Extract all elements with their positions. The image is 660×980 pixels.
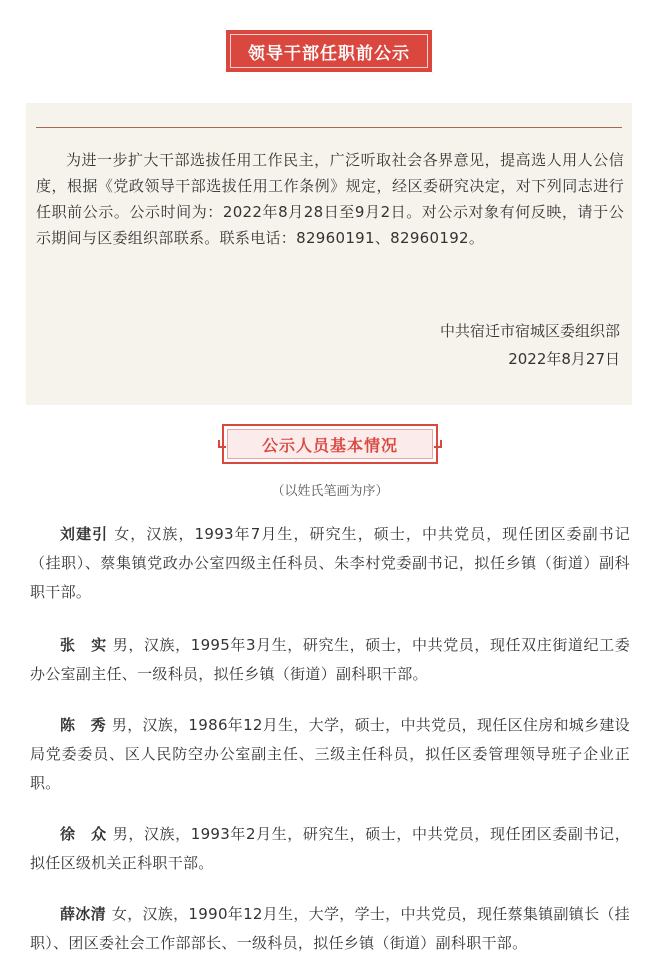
- person-name: 张 实: [60, 636, 107, 654]
- page-title: 领导干部任职前公示: [230, 34, 428, 68]
- person-details: 男，汉族，1986年12月生，大学，硕士，中共党员，现任区住房和城乡建设局党委委员、区人民防空办公室副主任、三级主任科员，拟任区委管理领导班子企业正职。: [30, 716, 630, 792]
- person-entry: [30, 820, 630, 878]
- person-entry: [30, 631, 630, 689]
- corner-ornament: [218, 440, 226, 448]
- issuer: 中共宿迁市宿城区委组织部: [439, 322, 620, 340]
- notice-body: 为进一步扩大干部选拔任用工作民主，广泛听取社会各界意见，提高选人用人公信度，根据《党政领导干部选拔任用工作条例》规定，经区委研究决定，对下列同志进行任职前公示。公示时间为：2022年8月28日至9月2日。对公示对象有何反映，请于公示期间与区委组织部联系。联系电话：82960191、82960192。: [36, 151, 624, 247]
- person-entry: [30, 520, 630, 607]
- notice-panel: [26, 103, 632, 405]
- person-name: 薛冰清: [60, 905, 106, 923]
- person-details: 女，汉族，1993年7月生，研究生，硕士，中共党员，现任团区委副书记（挂职）、蔡集镇党政办公室四级主任科员、朱李村党委副书记，拟任乡镇（街道）副科职干部。: [30, 525, 631, 601]
- person-details: 女，汉族，1990年12月生，大学，学士，中共党员，现任蔡集镇副镇长（挂职）、团区委社会工作部部长、一级科员，拟任乡镇（街道）副科职干部。: [30, 905, 630, 952]
- person-name: 徐 众: [60, 825, 107, 843]
- section-header: [222, 424, 438, 464]
- person-details: 男，汉族，1993年2月生，研究生，硕士，中共党员，现任团区委副书记，拟任区级机关正科职干部。: [30, 825, 630, 872]
- person-entry: [30, 900, 630, 958]
- order-note: （以姓氏笔画为序）: [271, 484, 389, 499]
- person-name: 刘建引: [60, 525, 109, 543]
- person-name: 陈 秀: [60, 716, 106, 734]
- signoff: [320, 317, 620, 373]
- person-entry: [30, 711, 630, 798]
- people-list: [30, 520, 630, 980]
- divider-line: [36, 127, 622, 128]
- section-title: 公示人员基本情况: [227, 429, 433, 459]
- person-details: 男，汉族，1995年3月生，研究生，硕士，中共党员，现任双庄街道纪工委办公室副主任、一级科员，拟任乡镇（街道）副科职干部。: [30, 636, 630, 683]
- issue-date: 2022年8月27日: [508, 350, 620, 368]
- corner-ornament: [434, 440, 442, 448]
- title-banner: [224, 28, 434, 74]
